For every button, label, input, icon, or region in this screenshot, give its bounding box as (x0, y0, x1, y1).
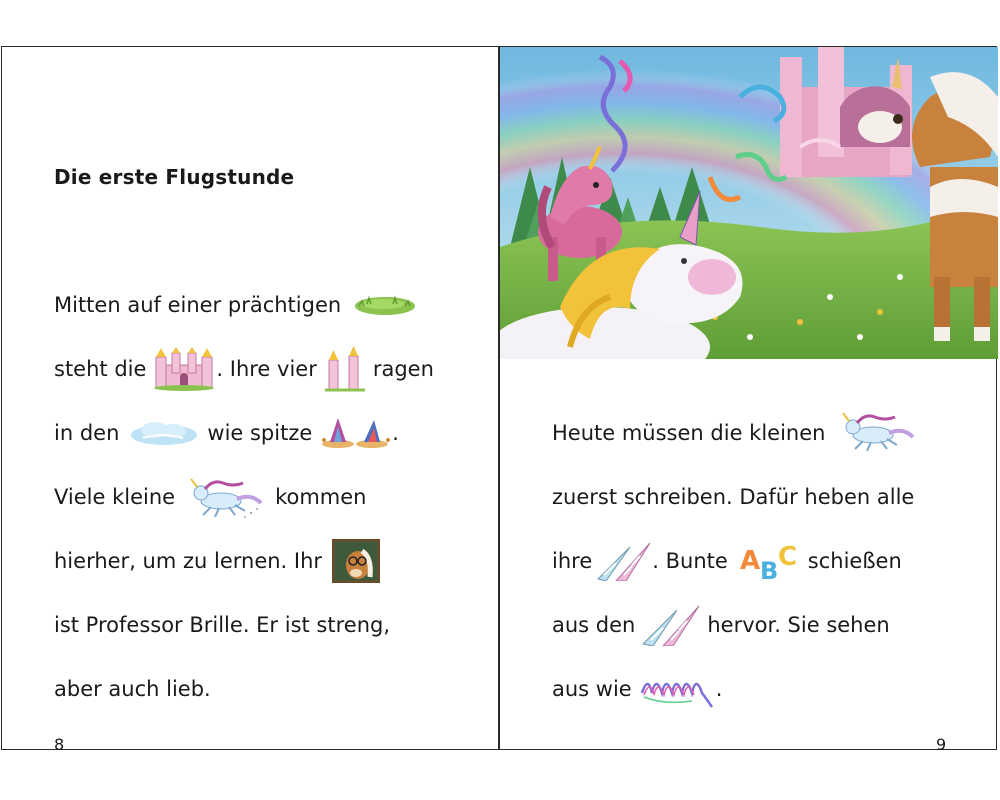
text-line-6 (54, 605, 390, 645)
text-segment: aus wie (552, 677, 632, 701)
snails-icon (320, 416, 392, 450)
text-segment: hervor. Sie sehen (707, 613, 890, 637)
unicorn-horns-icon (596, 541, 652, 581)
text-segment: . (715, 677, 723, 701)
text-line-r5 (552, 669, 722, 709)
text-segment: ragen (372, 357, 434, 381)
text-segment: schießen (807, 549, 902, 573)
text-segment: Viele kleine (54, 485, 176, 509)
text-segment: steht die (54, 357, 147, 381)
cloud-icon (129, 418, 199, 448)
text-line-5 (54, 541, 380, 581)
castle-icon (152, 347, 216, 391)
text-line-r3 (552, 541, 902, 581)
text-segment: wie spitze (207, 421, 313, 445)
text-segment: . Ihre vier (216, 357, 317, 381)
text-line-2 (54, 349, 434, 389)
text-segment: . Bunte (652, 549, 728, 573)
flying-unicorn-icon (181, 475, 265, 519)
abc-letters-icon (738, 539, 800, 583)
unicorn-horns-icon (641, 604, 701, 646)
page-number: 8 (54, 735, 65, 754)
letter-c: C (777, 542, 797, 572)
text-line-7 (54, 669, 211, 709)
text-segment: in den (54, 421, 120, 445)
towers-icon (325, 346, 365, 392)
text-segment: hierher, um zu lernen. Ihr (54, 549, 323, 573)
text-segment: ist Professor Brille. Er ist streng, (54, 613, 391, 637)
meadow-icon (353, 292, 417, 318)
letter-a: A (739, 546, 760, 576)
right-page (499, 46, 997, 754)
flying-unicorn-icon (833, 411, 917, 455)
text-line-1 (54, 285, 417, 325)
text-line-r4 (552, 605, 890, 645)
text-segment: kommen (275, 485, 367, 509)
left-page (1, 46, 499, 754)
text-segment: ihre (552, 549, 593, 573)
page-number: 9 (936, 735, 947, 754)
text-segment: aber auch lieb. (54, 677, 211, 701)
letter-b: B (759, 557, 779, 583)
text-segment: Heute müssen die kleinen (552, 421, 826, 445)
text-segment: aus den (552, 613, 636, 637)
text-line-4 (54, 477, 366, 517)
spring-swirl-icon (638, 669, 716, 709)
text-segment: Mitten auf einer prächtigen (54, 293, 342, 317)
text-segment: zuerst schreiben. Dafür heben alle (552, 485, 915, 509)
text-segment: . (392, 421, 399, 445)
chapter-title: Die erste Flugstunde (54, 165, 295, 189)
text-line-r2 (552, 477, 914, 517)
text-line-r1 (552, 413, 917, 453)
professor-portrait-icon (332, 539, 380, 583)
unicorn-meadow-illustration (500, 47, 998, 359)
text-line-3 (54, 413, 399, 453)
